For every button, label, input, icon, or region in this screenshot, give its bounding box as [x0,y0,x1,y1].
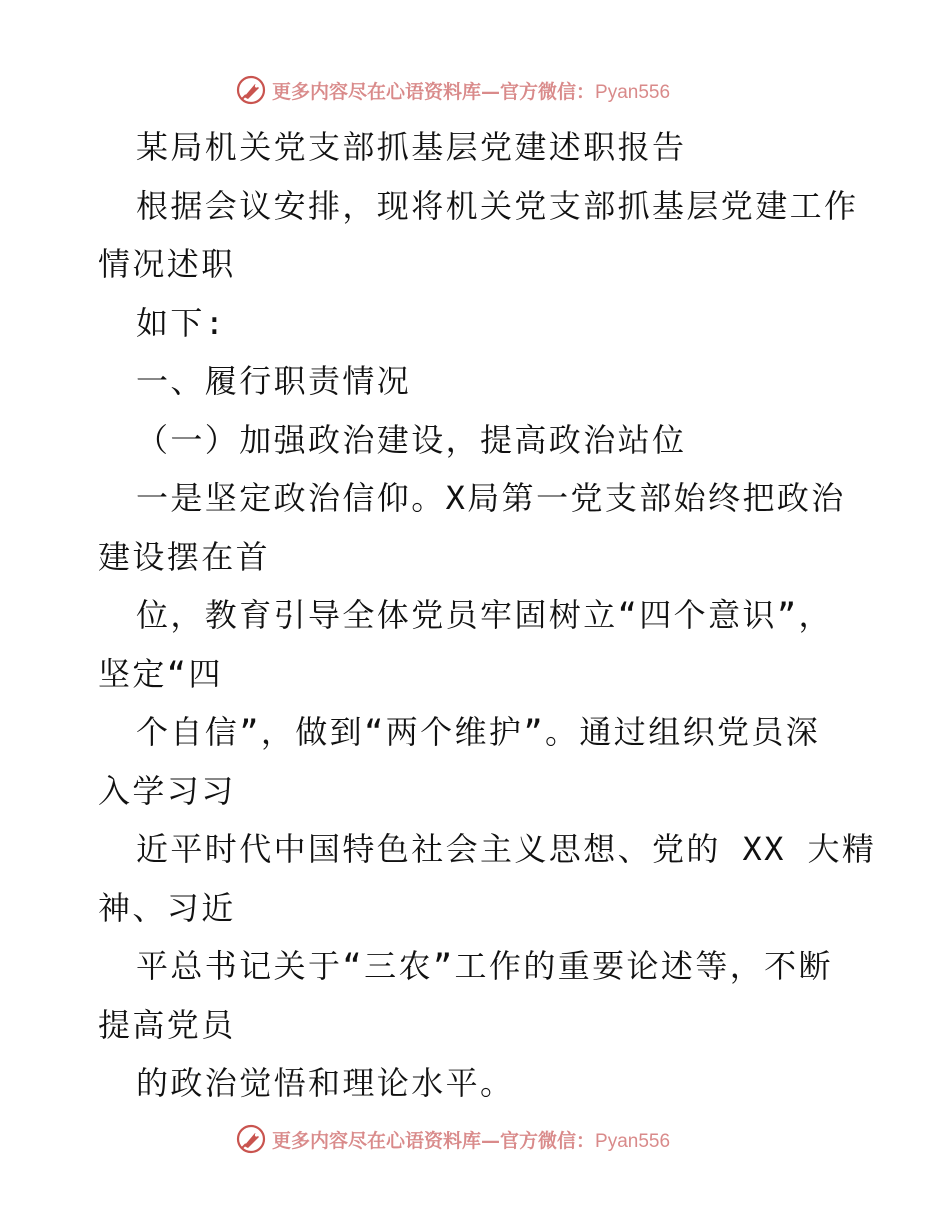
paragraph-line: 如下: [136,303,227,342]
paragraph-line: 坚定“四 [98,654,223,693]
paragraph-line: 一是坚定政治信仰。X局第一党支部始终把政治 [136,479,846,517]
watermark-handle: Pyan556 [595,1130,671,1152]
watermark-header [236,73,670,107]
paragraph-line: 近平时代中国特色社会主义思想、党的 XX 大精 [136,830,877,868]
paragraph-line: 平总书记关于“三农”工作的重要论述等，不断 [136,947,833,985]
paragraph-line: 位，教育引导全体党员牢固树立“四个意识”， [136,596,833,634]
watermark-handle: Pyan556 [595,81,671,103]
pen-nib-logo-icon [236,75,266,105]
section-heading: 一、履行职责情况 [136,362,412,400]
paragraph-line: 神、习近 [98,888,236,927]
watermark-footer [236,1122,670,1156]
paragraph-line: 提高党员 [98,1005,236,1044]
subsection-heading: （一）加强政治建设，提高政治站位 [136,420,687,459]
paragraph-line: 个自信”，做到“两个维护”。通过组织党员深 [136,713,821,751]
paragraph-line: 情况述职 [98,245,236,283]
watermark-text: 更多内容尽在心语资料库—官方微信：Pyan556 [272,80,671,103]
document-body [98,118,877,1113]
paragraph-line: 的政治觉悟和理论水平。 [136,1064,515,1102]
watermark-text: 更多内容尽在心语资料库—官方微信：Pyan556 [272,1129,671,1152]
paragraph-line: 建设摆在首 [98,537,271,576]
document-title: 某局机关党支部抓基层党建述职报告 [136,128,687,166]
pen-nib-logo-icon [236,1124,266,1154]
paragraph-line: 入学习习 [98,771,236,810]
paragraph-line: 根据会议安排，现将机关党支部抓基层党建工作 [136,186,859,225]
